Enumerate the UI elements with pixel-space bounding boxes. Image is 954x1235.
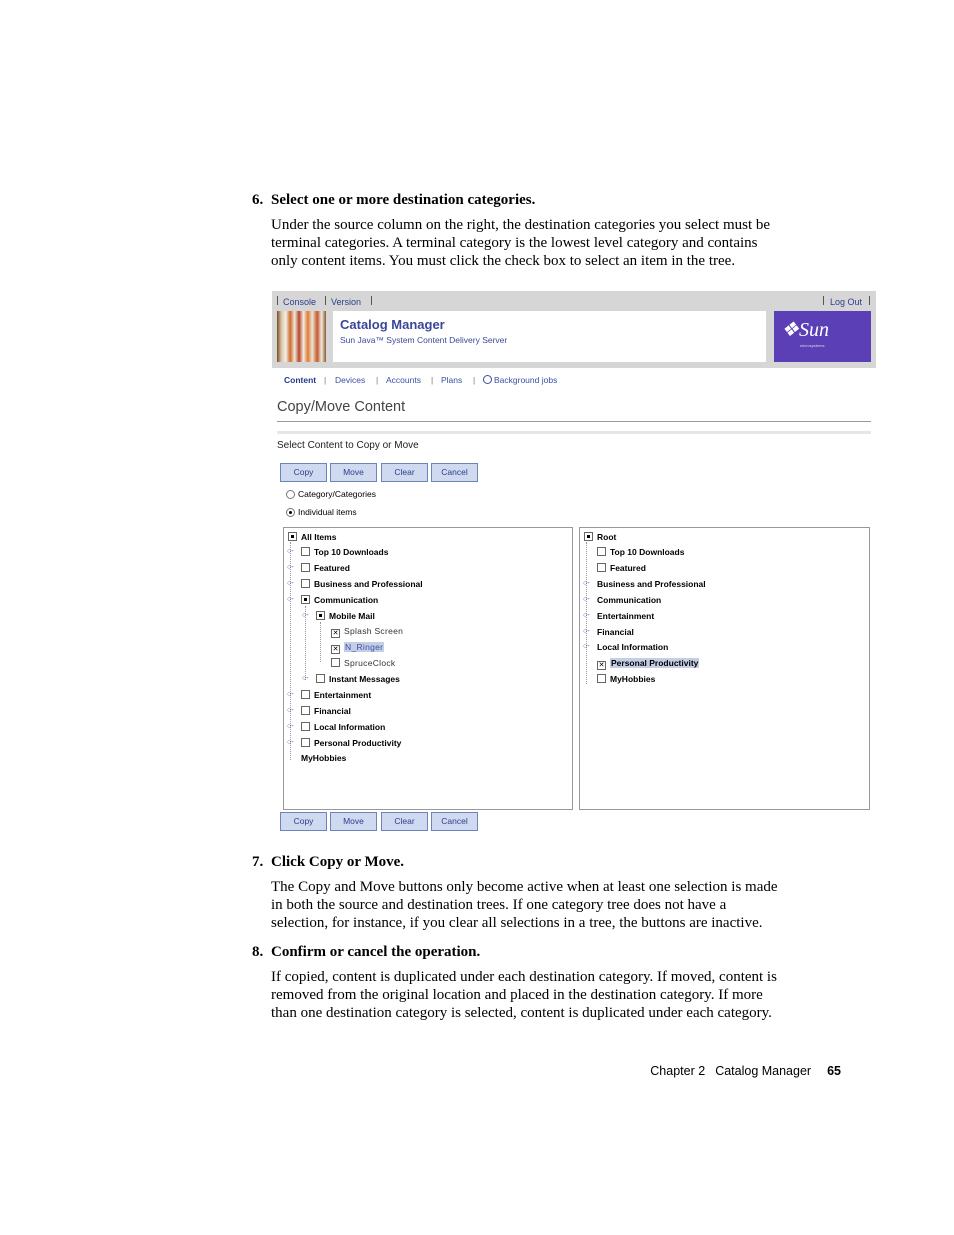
tree-node-all-items[interactable]: All Items xyxy=(288,532,336,542)
move-button-bottom[interactable]: Move xyxy=(330,812,377,831)
clear-button-bottom[interactable]: Clear xyxy=(381,812,428,831)
tree-node-root[interactable]: Root xyxy=(584,532,616,542)
nav-plans[interactable]: Plans xyxy=(441,375,463,385)
expand-icon[interactable]: ○- xyxy=(287,739,294,746)
title-box xyxy=(333,311,766,362)
tree-node-spruceclock[interactable]: SpruceClock xyxy=(331,658,396,668)
sun-logo-icon: ❖Sun xyxy=(781,319,829,341)
masthead xyxy=(272,291,876,368)
expand-icon[interactable]: ○- xyxy=(287,548,294,555)
nav-accounts[interactable]: Accounts xyxy=(386,375,421,385)
tree-node[interactable]: Instant Messages xyxy=(316,674,400,684)
page-heading: Copy/Move Content xyxy=(277,399,406,415)
nav-background-jobs[interactable]: Background jobs xyxy=(483,375,557,385)
clear-button-top[interactable]: Clear xyxy=(381,463,428,482)
collapse-icon[interactable]: ○- xyxy=(302,612,309,619)
move-button-top[interactable]: Move xyxy=(330,463,377,482)
cancel-button-bottom[interactable]: Cancel xyxy=(431,812,478,831)
collapse-icon[interactable]: ○- xyxy=(287,596,294,603)
console-link[interactable]: Console xyxy=(283,297,317,307)
version-link[interactable]: Version xyxy=(331,297,362,307)
tree-node[interactable]: Local Information xyxy=(301,722,385,732)
tree-node[interactable]: Entertainment xyxy=(597,611,655,621)
expand-icon[interactable]: ○- xyxy=(287,691,294,698)
step-6-heading: 6. Select one or more destination categories. xyxy=(252,192,536,208)
tree-node[interactable]: Entertainment xyxy=(301,690,371,700)
app-title: Catalog Manager xyxy=(340,317,445,332)
tree-node[interactable]: Financial xyxy=(597,627,634,637)
expand-icon[interactable]: ○- xyxy=(583,612,590,619)
expand-icon[interactable]: ○- xyxy=(287,707,294,714)
tree-node[interactable]: Top 10 Downloads xyxy=(301,547,388,557)
catalog-manager-screenshot: Console Version Log Out Catalog Manager Sun Java™ System Content Delivery Server ❖Sun microsystems Content | Devices | Accounts | Plans | Background jobs Copy/Move Content Select Content to Copy or Move Copy Move Clear Cancel Category/Categories Individual items All Items ○- Top 10 Downloads ○- Featured ○- Business and Professional ○- Communication ○- Mobile Mail ✕ Splash Screen ✕ N_Ringer SpruceClock ○- Instant Messages ○- Entertainment ○- Financial ○- Local Information ○- Personal Productivity MyHobbies Root Top 10 Downloads Featured ○- Business and Professional ○- Communication ○- Entertainment ○- Financial ○- Local Information ✕ Personal Productivity MyHobbies Copy Move Clear Cancel xyxy=(272,291,876,839)
copy-button-bottom[interactable]: Copy xyxy=(280,812,327,831)
expand-icon[interactable]: ○- xyxy=(287,723,294,730)
tree-node-mobile-mail[interactable]: Mobile Mail xyxy=(316,611,375,621)
page-number: 65 xyxy=(827,1064,841,1078)
app-subtitle: Sun Java™ System Content Delivery Server xyxy=(340,335,508,345)
books-banner-image xyxy=(277,311,326,362)
cancel-button-top[interactable]: Cancel xyxy=(431,463,478,482)
radio-individual-items[interactable] xyxy=(286,508,295,517)
collapse-icon[interactable]: ○- xyxy=(583,643,590,650)
tree-node[interactable]: Featured xyxy=(301,563,350,573)
expand-icon[interactable]: ○- xyxy=(583,596,590,603)
tree-node-myhobbies[interactable]: MyHobbies xyxy=(597,674,655,684)
tree-node[interactable]: Communication xyxy=(597,595,662,605)
tree-node[interactable]: Business and Professional xyxy=(301,579,423,589)
globe-icon xyxy=(483,375,492,384)
tree-node-n-ringer[interactable]: ✕ N_Ringer xyxy=(332,642,384,653)
footer-chapter: Chapter 2 xyxy=(650,1064,706,1078)
tree-node[interactable]: Featured xyxy=(597,563,646,573)
expand-icon[interactable]: ○- xyxy=(287,580,294,587)
tree-node[interactable]: Business and Professional xyxy=(597,579,706,589)
select-content-label: Select Content to Copy or Move xyxy=(277,440,419,451)
source-tree-panel xyxy=(283,527,573,810)
tree-node[interactable]: Personal Productivity xyxy=(301,738,401,748)
tree-node-myhobbies[interactable]: MyHobbies xyxy=(301,753,347,763)
footer-title: Catalog Manager xyxy=(715,1064,812,1078)
step-7-heading: 7. Click Copy or Move. xyxy=(252,854,405,870)
step-7-paragraph: The Copy and Move buttons only become active when at least one selection is made in both the source and destination trees. If one category tree does not have a selection, for instance, if you clear all selections in a tree, the buttons are inactive. xyxy=(271,879,778,931)
copy-button-top[interactable]: Copy xyxy=(280,463,327,482)
tree-node-splash-screen[interactable]: ✕ Splash Screen xyxy=(332,626,404,637)
expand-icon[interactable]: ○- xyxy=(583,628,590,635)
expand-icon[interactable]: ○- xyxy=(287,564,294,571)
radio-category[interactable] xyxy=(286,490,295,499)
tree-node[interactable]: Top 10 Downloads xyxy=(597,547,684,557)
tree-node[interactable]: Local Information xyxy=(597,642,669,652)
step-8-paragraph: If copied, content is duplicated under each destination category. If moved, content is removed from the original location and placed in the destination category. If more than one destination category is selected, content is duplicated under each category. xyxy=(271,969,777,1021)
tree-node-personal-productivity[interactable]: ✕ Personal Productivity xyxy=(598,658,699,669)
tree-node-communication[interactable]: Communication xyxy=(301,595,378,605)
expand-icon[interactable]: ○- xyxy=(583,580,590,587)
step-8-heading: 8. Confirm or cancel the operation. xyxy=(252,944,481,960)
destination-tree-panel xyxy=(579,527,870,810)
expand-icon[interactable]: ○- xyxy=(302,675,309,682)
page-footer xyxy=(0,1064,841,1078)
nav-content[interactable]: Content xyxy=(284,375,317,385)
logout-link[interactable]: Log Out xyxy=(830,297,863,307)
sun-logo-box: ❖Sun microsystems xyxy=(774,311,871,362)
nav-devices[interactable]: Devices xyxy=(335,375,366,385)
tree-node[interactable]: Financial xyxy=(301,706,351,716)
step-6-paragraph: Under the source column on the right, the destination categories you select must be terminal categories. A terminal category is the lowest level category and contains only content items. You must click the check box to select an item in the tree. xyxy=(271,217,771,269)
